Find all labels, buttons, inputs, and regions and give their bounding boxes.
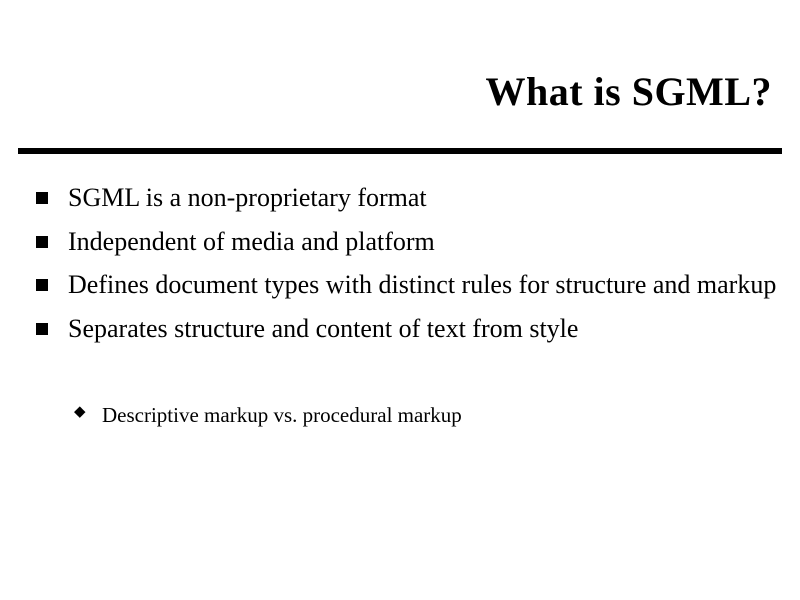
title-divider	[18, 148, 782, 154]
list-item	[28, 263, 780, 307]
list-item-label: Defines document types with distinct rules for structure and markup	[68, 270, 777, 300]
list-item	[28, 307, 780, 351]
list-item-label: Separates structure and content of text from style	[68, 314, 579, 344]
list-item-label: Independent of media and platform	[68, 226, 435, 256]
sub-list-item	[70, 400, 780, 432]
sub-list-item-label: Descriptive markup vs. procedural markup	[102, 403, 462, 427]
list-item-label: SGML is a non-proprietary format	[68, 183, 427, 212]
square-bullet-icon	[36, 279, 48, 291]
page-title: What is SGML?	[485, 69, 772, 114]
diamond-bullet-icon: ◆	[74, 403, 86, 420]
list-item	[28, 220, 780, 264]
square-bullet-icon	[36, 323, 48, 335]
list-item	[28, 176, 780, 220]
square-bullet-icon	[36, 236, 48, 248]
square-bullet-icon	[36, 192, 48, 204]
sub-bullet-list	[70, 400, 780, 432]
bullet-list	[28, 176, 780, 351]
